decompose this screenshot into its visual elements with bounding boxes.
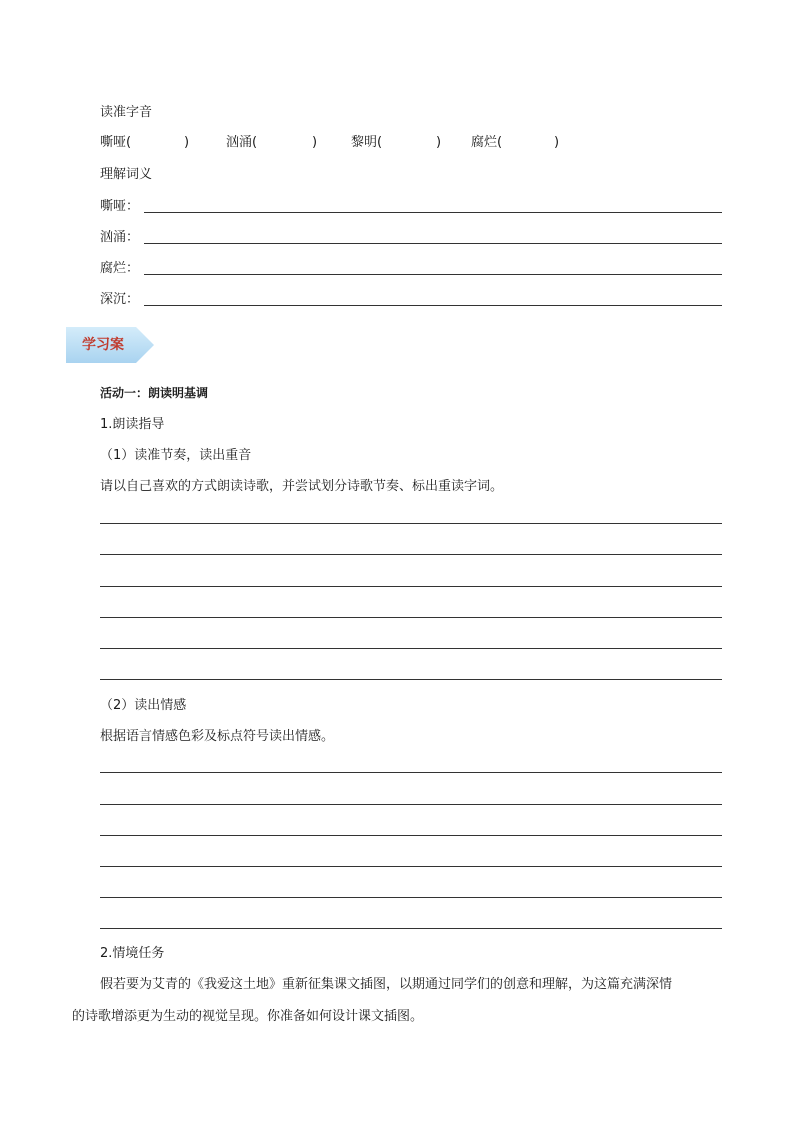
vocab-row-fulan (100, 259, 722, 275)
badge-label: 学习案 (82, 337, 124, 353)
step2-text-line2: 的诗歌增添更为生动的视觉呈现。你准备如何设计课文插图。 (72, 1009, 424, 1024)
answer-line[interactable] (100, 866, 722, 867)
vocab-row-shenchen (100, 290, 722, 306)
pinyin-item-xiongyong (226, 135, 318, 150)
pinyin-close-paren: ) (554, 135, 560, 150)
sub2-title: （2）读出情感 (100, 698, 187, 713)
section-title-pronunciation: 读准字音 (100, 105, 153, 120)
pinyin-item-fulan (471, 135, 560, 150)
step2-title: 2.情境任务 (100, 946, 165, 961)
study-plan-badge (66, 327, 154, 363)
step1-title: 1.朗读指导 (100, 417, 165, 432)
pinyin-word: 黎明( (351, 135, 383, 150)
pinyin-close-paren: ) (312, 135, 318, 150)
step2-text-line1: 假若要为艾青的《我爱这土地》重新征集课文插图，以期通过同学们的创意和理解，为这篇充满深情 (100, 977, 673, 992)
vocab-label: 汹涌： (100, 230, 140, 245)
vocab-label: 深沉： (100, 292, 140, 307)
answer-line[interactable] (100, 897, 722, 898)
pinyin-item-liming (351, 135, 442, 150)
answer-line[interactable] (144, 212, 722, 213)
answer-line[interactable] (100, 679, 722, 680)
pinyin-close-paren: ) (184, 135, 190, 150)
answer-line[interactable] (144, 305, 722, 306)
answer-line[interactable] (100, 804, 722, 805)
answer-line[interactable] (100, 648, 722, 649)
vocab-row-xiongyong (100, 228, 722, 244)
pinyin-close-paren: ) (436, 135, 442, 150)
section-title-vocabulary: 理解词义 (100, 167, 153, 182)
answer-line[interactable] (100, 772, 722, 773)
pinyin-item-siya (100, 135, 190, 150)
answer-line[interactable] (100, 928, 722, 929)
answer-line[interactable] (100, 617, 722, 618)
pinyin-word: 汹涌( (226, 135, 258, 150)
sub1-prompt: 请以自己喜欢的方式朗读诗歌，并尝试划分诗歌节奏、标出重读字词。 (100, 479, 504, 494)
answer-line[interactable] (100, 586, 722, 587)
vocab-label: 腐烂： (100, 261, 140, 276)
answer-line[interactable] (100, 523, 722, 524)
vocab-row-siya (100, 197, 722, 213)
answer-line[interactable] (100, 835, 722, 836)
vocab-label: 嘶哑： (100, 199, 140, 214)
sub2-prompt: 根据语言情感色彩及标点符号读出情感。 (100, 729, 335, 744)
pinyin-word: 腐烂( (471, 135, 503, 150)
sub1-title: （1）读准节奏，读出重音 (100, 448, 252, 463)
answer-line[interactable] (100, 554, 722, 555)
activity-title: 活动一：朗读明基调 (100, 386, 209, 400)
answer-line[interactable] (144, 243, 722, 244)
pinyin-word: 嘶哑( (100, 135, 132, 150)
answer-line[interactable] (144, 274, 722, 275)
